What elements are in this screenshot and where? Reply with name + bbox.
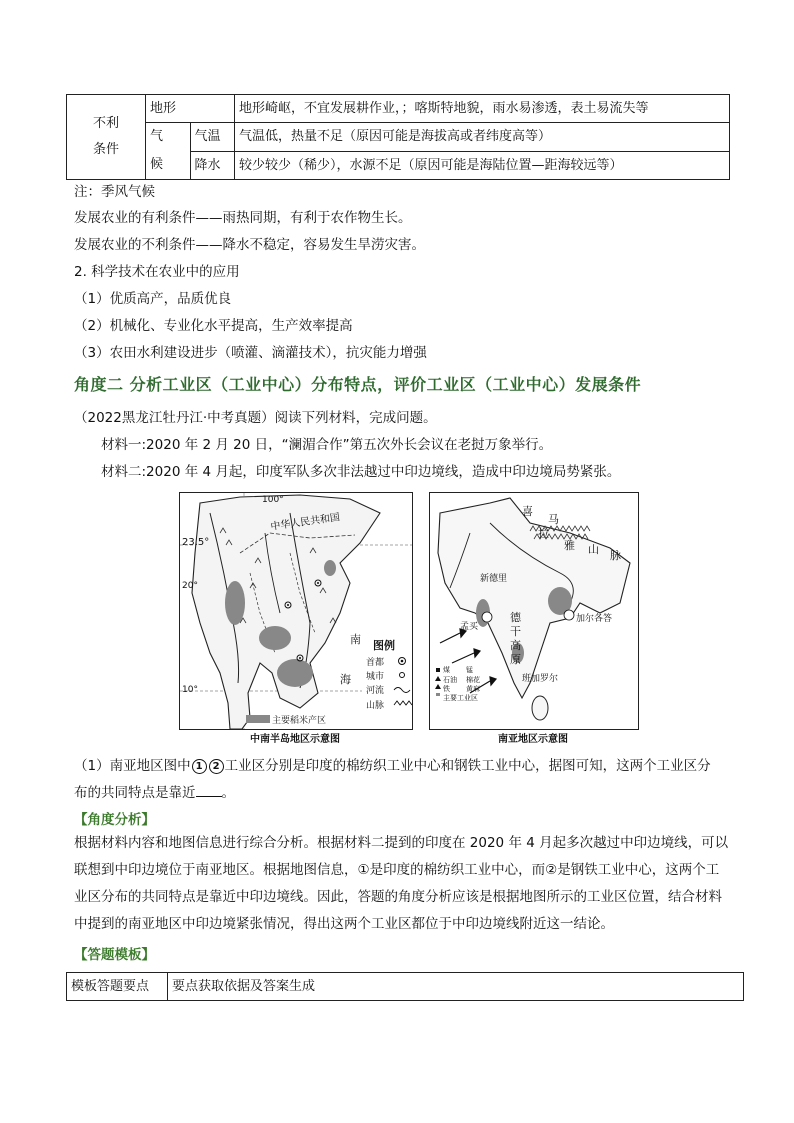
question-suffix: 工业区分别是印度的棉纺织工业中心和钢铁工业中心，据图可知，这两个工业区分 [224, 758, 711, 774]
legend-item: 锰 [466, 666, 473, 674]
cell-dixing: 地形 [146, 95, 235, 123]
note-line: （1）优质高产，品质优良 [74, 291, 232, 307]
lon-100-label: 100° [262, 495, 284, 505]
legend-item: 石油 [443, 676, 457, 684]
legend-mountain: 山脉 [366, 701, 385, 711]
himalaya-label: 山 [588, 543, 599, 556]
cell-qiwen: 气温 [190, 123, 235, 152]
himalaya-label: 脉 [610, 549, 621, 562]
himalaya-label: 喜 [522, 505, 533, 518]
question-line2-text: 布的共同特点是靠近 [74, 785, 196, 801]
newdelhi-label: 新德里 [480, 574, 508, 584]
question-prefix: （1）南亚地区图中 [74, 758, 191, 774]
himalaya-label: 雅 [564, 539, 575, 552]
cell-qihou [146, 123, 191, 180]
note-line: 发展农业的不利条件——降水不稳定，容易发生旱涝灾害。 [74, 237, 425, 253]
circle-number-2: 2 [209, 759, 224, 774]
legend-item: 铁 [443, 685, 450, 693]
lat-20-label: 20° [182, 581, 198, 591]
himalaya-label: 马 [548, 513, 559, 526]
cell-buli [67, 95, 146, 180]
cell-jiangshui: 降水 [190, 151, 235, 180]
deccan-label: 德 [510, 611, 521, 624]
south-sea-label: 南 [350, 633, 361, 646]
circle-number-1: 1 [192, 759, 207, 774]
section-heading: 角度二 分析工业区（工业中心）分布特点，评价工业区（工业中心）发展条件 [74, 375, 642, 394]
note-line: 2. 科学技术在农业中的应用 [74, 264, 240, 280]
legend-rice: 主要稻米产区 [272, 716, 327, 726]
material-two: 材料二:2020 年 4 月起，印度军队多次非法越过中印边境线，造成中印边境局势紧张。 [101, 464, 621, 480]
question-line-2 [74, 783, 235, 803]
south-asia-map-caption: 南亚地区示意图 [498, 734, 568, 745]
material-one: 材料一:2020 年 2 月 20 日，“澜湄合作”第五次外长会议在老挝万象举行。 [101, 437, 553, 453]
conditions-table [66, 94, 730, 180]
question-end: 。 [221, 785, 235, 801]
note-line: 注：季风气候 [74, 184, 155, 200]
label-qi: 气 [150, 129, 164, 144]
question-line-1 [74, 756, 711, 776]
label-hou: 候 [150, 157, 164, 172]
lat-23-5-label: 23.5° [182, 537, 210, 548]
template-tag: 【答题模板】 [74, 947, 155, 963]
legend-capital: 首都 [366, 658, 385, 668]
cell-dixing-text: 地形崎岖，不宜发展耕作业，；喀斯特地貌，雨水易渗透，表土易流失等 [235, 95, 730, 123]
cell-qiwen-text: 气温低，热量不足（原因可能是海拔高或者纬度高等） [235, 123, 730, 152]
note-line: （3）农田水利建设进步（喷灌、滴灌技术），抗灾能力增强 [74, 345, 427, 361]
deccan-label: 原 [510, 653, 521, 666]
mumbai-label: 孟买 [460, 622, 479, 632]
indochina-map-caption: 中南半岛地区示意图 [250, 734, 340, 745]
template-table [66, 972, 744, 1001]
answer-blank[interactable] [196, 784, 222, 797]
bangalore-label: 班加罗尔 [522, 674, 559, 684]
legend-river: 河流 [366, 686, 385, 696]
china-label: 中华人民共和国 [269, 512, 341, 533]
kolkata-label: 加尔各答 [576, 614, 613, 624]
label-buli: 不利 [92, 116, 119, 131]
legend-zone: 主要工业区 [443, 694, 478, 702]
legend-city: 城市 [366, 672, 385, 682]
lat-10-label: 10° [182, 685, 198, 695]
indochina-map [179, 492, 413, 730]
label-tiaojian: 条件 [92, 142, 119, 157]
himalaya-label: 拉 [538, 527, 549, 540]
note-line: 发展农业的有利条件——雨热同期，有利于农作物生长。 [74, 210, 412, 226]
template-col-2: 要点获取依据及答案生成 [168, 973, 744, 1001]
legend-item: 黄麻 [466, 685, 480, 693]
legend-title: 图例 [373, 639, 395, 652]
deccan-label: 高 [510, 639, 521, 652]
note-line: （2）机械化、专业化水平提高，生产效率提高 [74, 318, 353, 334]
south-asia-map [429, 492, 639, 730]
analysis-tag: 【角度分析】 [74, 812, 155, 828]
question-source: （2022黑龙江牡丹江·中考真题）阅读下列材料，完成问题。 [74, 410, 437, 426]
cell-jiangshui-text: 较少较少（稀少），水源不足（原因可能是海陆位置—距海较远等） [235, 151, 730, 180]
sea-label: 海 [340, 673, 351, 686]
legend-item: 煤 [443, 666, 450, 674]
legend-item: 棉花 [466, 676, 480, 684]
deccan-label: 干 [510, 625, 521, 638]
template-col-1: 模板答题要点 [67, 973, 168, 1001]
analysis-paragraph: 根据材料内容和地图信息进行综合分析。根据材料二提到的印度在 2020 年 4 月起多次越过中印边境线，可以联想到中印边境位于南亚地区。根据地图信息，①是印度的棉纺织工业中心，而②是钢铁工业中心，这两个工业区分布的共同特点是靠近中印边境线。因此，答题的角度分析应该是根据地图所示的工业区位置，结合材料中提到的南亚地区中印边境紧张情况，得出这两个工业区都位于中印边境线附近这一结论。 [74, 835, 729, 932]
